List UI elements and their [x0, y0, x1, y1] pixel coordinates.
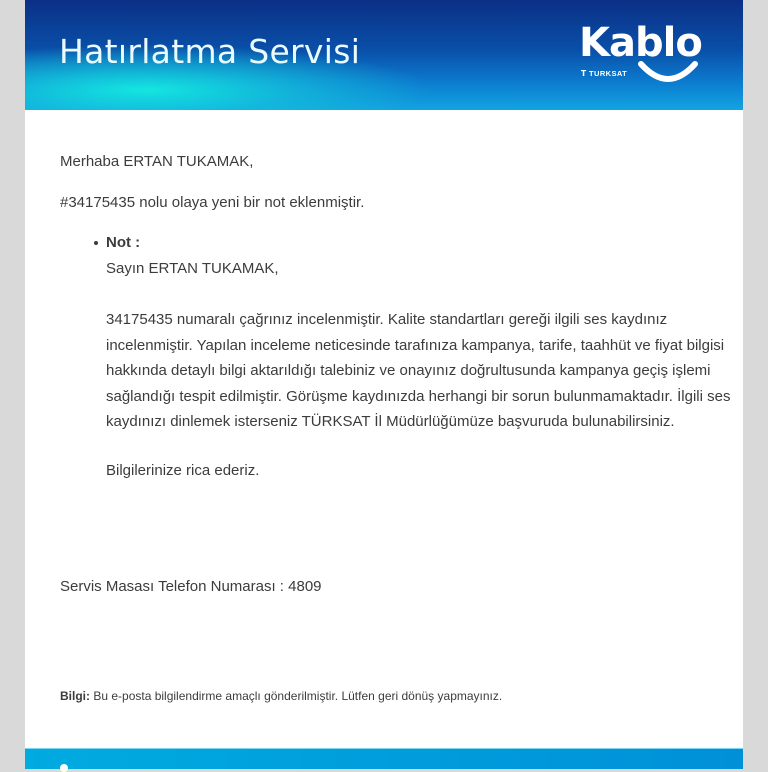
footer-icon	[60, 764, 68, 772]
email-footer-banner	[25, 748, 743, 769]
kablo-logo	[575, 20, 710, 90]
email-card	[25, 0, 743, 768]
info-label: Bilgi:	[60, 689, 90, 703]
note-item	[106, 233, 746, 481]
note-closing: Bilgilerinize rica ederiz.	[106, 461, 260, 479]
bullet-icon	[94, 241, 98, 245]
info-text: Bu e-posta bilgilendirme amaçlı gönderilmiştir. Lütfen geri dönüş yapmayınız.	[90, 689, 503, 703]
intro-line: #34175435 nolu olaya yeni bir not eklenmiştir.	[60, 194, 365, 211]
smile-icon	[637, 60, 699, 86]
greeting: Merhaba ERTAN TUKAMAK,	[60, 153, 254, 170]
turksat-sublogo	[581, 69, 627, 78]
note-salutation: Sayın ERTAN TUKAMAK,	[106, 260, 279, 277]
header-title: Hatırlatma Servisi	[59, 32, 361, 71]
note-body: 34175435 numaralı çağrınız incelenmiştir. Kalite standartları gereği ilgili ses kaydınız incelenmiştir. Yapılan inceleme neticesinde tarafınıza kampanya, tarife, taahhüt ve fiyat bilgisi hakkında detaylı bilgi aktarıldığı talebiniz ve onayınız doğrultusunda kampanya geçiş işlemi sağlandığı tespit edilmiştir. Görüşme kaydınızda herhangi bir sorun bulunmamaktadır. İlgili ses kaydınızı dinlemek isterseniz TÜRKSAT İl Müdürlüğümüze başvuruda bulunabilirsiniz.	[106, 311, 731, 431]
service-desk-phone: Servis Masası Telefon Numarası : 4809	[60, 578, 322, 595]
note-label: Not :	[106, 234, 141, 251]
turksat-antenna-icon: 𝗧	[581, 69, 587, 78]
logo-wordmark: Kablo	[579, 20, 702, 66]
email-header-banner	[25, 0, 743, 110]
logo-sub-text: TURKSAT	[589, 69, 628, 78]
info-notice	[60, 686, 502, 706]
